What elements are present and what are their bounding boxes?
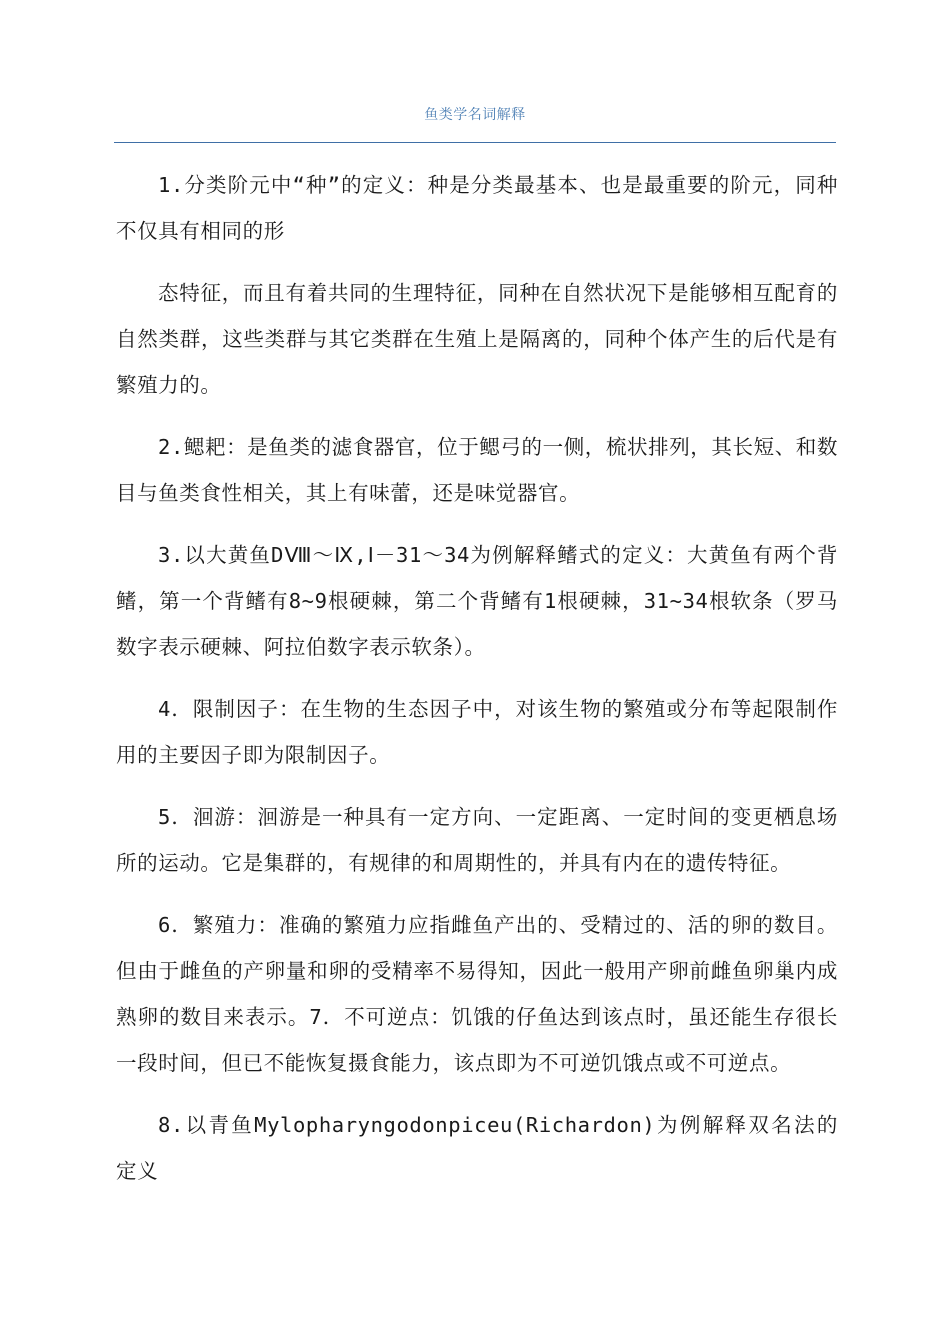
paragraph-species-continued: 态特征，而且有着共同的生理特征，同种在自然状况下是能够相互配育的自然类群，这些类群与其它类群在生殖上是隔离的，同种个体产生的后代是有繁殖力的。	[116, 281, 838, 397]
paragraph-species-definition: 1.分类阶元中“种”的定义：种是分类最基本、也是最重要的阶元，同种不仅具有相同的形	[116, 173, 838, 243]
paragraph-gill-rakers: 2.鳃耙：是鱼类的滤食器官，位于鳃弓的一侧，梳状排列，其长短、和数目与鱼类食性相关，其上有味蕾，还是味觉器官。	[116, 435, 838, 505]
paragraph-fecundity: 6．繁殖力：准确的繁殖力应指雌鱼产出的、受精过的、活的卵的数目。但由于雌鱼的产卵量和卵的受精率不易得知，因此一般用产卵前雌鱼卵巢内成熟卵的数目来表示。7．不可逆点：饥饿的仔鱼达到该点时，虽还能生存很长一段时间，但已不能恢复摄食能力，该点即为不可逆饥饿点或不可逆点。	[116, 913, 838, 1075]
paragraph-binomial-nomenclature: 8.以青鱼Mylopharyngodonpiceu(Richardon)为例解释双名法的定义	[116, 1113, 838, 1183]
paragraph-limiting-factor: 4．限制因子：在生物的生态因子中，对该生物的繁殖或分布等起限制作用的主要因子即为限制因子。	[116, 697, 838, 767]
header-divider	[114, 142, 836, 143]
paragraph-migration: 5．洄游：洄游是一种具有一定方向、一定距离、一定时间的变更栖息场所的运动。它是集群的，有规律的和周期性的，并具有内在的遗传特征。	[116, 805, 838, 875]
header-title: 鱼类学名词解释	[424, 107, 526, 123]
document-body	[116, 162, 838, 1210]
paragraph-fin-formula: 3.以大黄鱼DⅧ～Ⅸ,Ⅰ－31～34为例解释鳍式的定义：大黄鱼有两个背鳍，第一个背鳍有8~9根硬棘，第二个背鳍有1根硬棘，31~34根软条（罗马数字表示硬棘、阿拉伯数字表示软条）。	[116, 543, 838, 659]
